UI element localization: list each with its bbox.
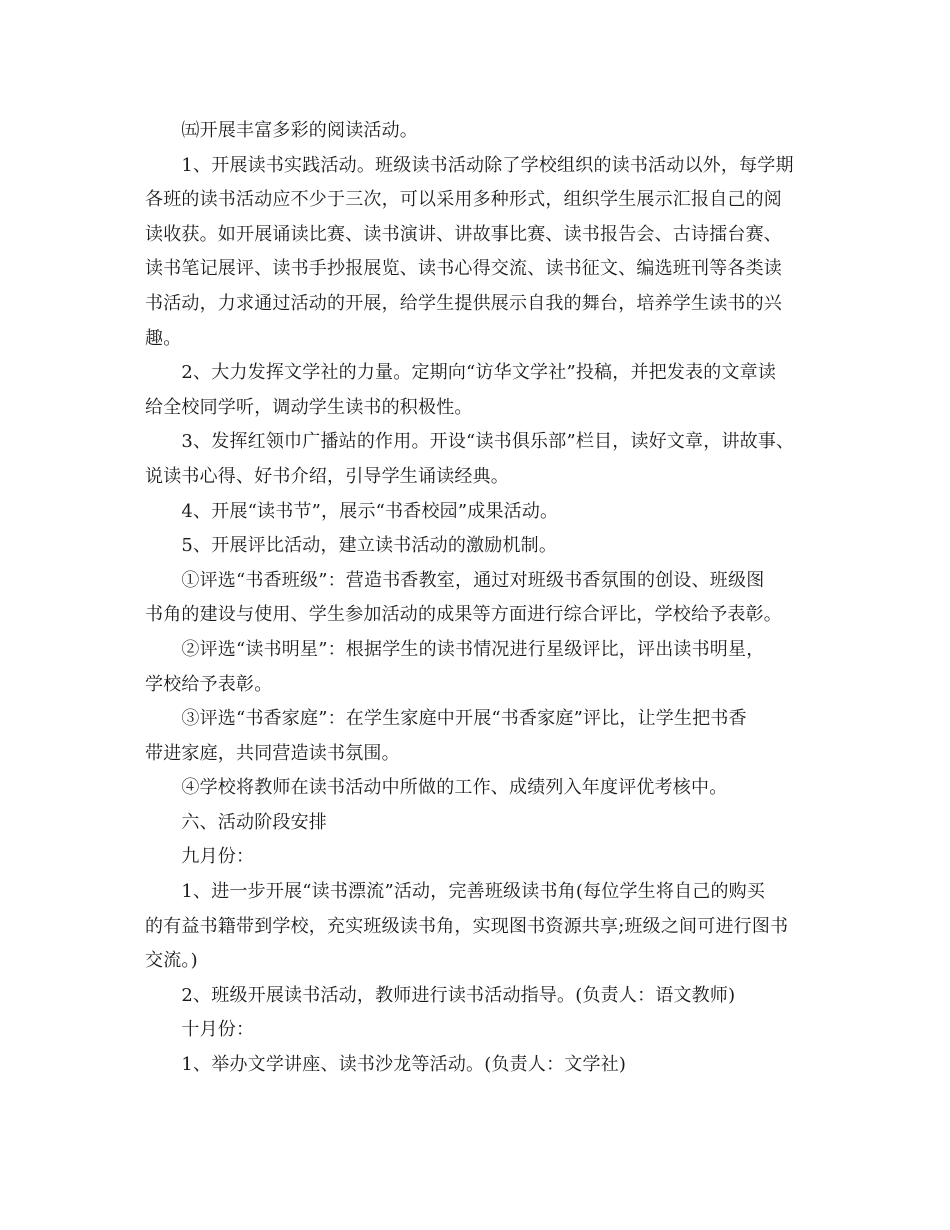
document-body xyxy=(145,114,825,1083)
paragraph-september-item-1: 1、进一步开展“读书漂流”活动，完善班级读书角(每位学生将自己的购买 的有益书籍带到学校，充实班级读书角，实现图书资源共享;班级之间可进行图书 交流。) xyxy=(145,881,789,972)
month-heading-october: 十月份： xyxy=(145,1019,255,1041)
paragraph-october-item-1: 1、举办文学讲座、读书沙龙等活动。(负责人：文学社) xyxy=(145,1054,627,1076)
section-heading-schedule: 六、活动阶段安排 xyxy=(145,811,327,833)
section-heading-reading-activities: ㈤开展丰富多彩的阅读活动。 xyxy=(145,120,418,141)
paragraph-award-family: ③评选“书香家庭”：在学生家庭中开展“书香家庭”评比，让学生把书香 带进家庭，共同营造读书氛围。 xyxy=(145,708,747,764)
paragraph-reading-practice: 1、开展读书实践活动。班级读书活动除了学校组织的读书活动以外，每学期 各班的读书活动应不少于三次，可以采用多种形式，组织学生展示汇报自己的阅 读收获。如开展诵读比赛、读书演讲、讲故事比赛、读书报告会、古诗擂台赛、 读书笔记展评、读书手抄报展览、读书心得交流、读书征文、编选班刊等各类读 书活动，力求通过活动的开展，给学生提供展示自我的舞台，培养学生读书的兴 趣。 xyxy=(145,154,794,349)
paragraph-reading-festival: 4、开展“读书节”，展示“书香校园”成果活动。 xyxy=(145,500,559,522)
month-heading-september: 九月份： xyxy=(145,846,255,868)
paragraph-broadcast-station: 3、发挥红领巾广播站的作用。开设“读书俱乐部”栏目，读好文章，讲故事、 说读书心得、好书介绍，引导学生诵读经典。 xyxy=(145,431,795,487)
paragraph-evaluation-activities: 5、开展评比活动，建立读书活动的激励机制。 xyxy=(145,535,558,557)
paragraph-award-class: ①评选“书香班级”：营造书香教室，通过对班级书香氛围的创设、班级图 书角的建设与使用、学生参加活动的成果等方面进行综合评比，学校给予表彰。 xyxy=(145,569,782,626)
paragraph-september-item-2: 2、班级开展读书活动，教师进行读书活动指导。(负责人：语文教师) xyxy=(145,984,736,1006)
paragraph-award-reading-star: ②评选“读书明星”：根据学生的读书情况进行星级评比，评出读书明星， 学校给予表彰。 xyxy=(145,638,765,695)
paragraph-teacher-evaluation: ④学校将教师在读书活动中所做的工作、成绩列入年度评优考核中。 xyxy=(145,777,728,799)
paragraph-literary-society: 2、大力发挥文学社的力量。定期向“访华文学社”投稿，并把发表的文章读 给全校同学听，调动学生读书的积极性。 xyxy=(145,362,777,418)
